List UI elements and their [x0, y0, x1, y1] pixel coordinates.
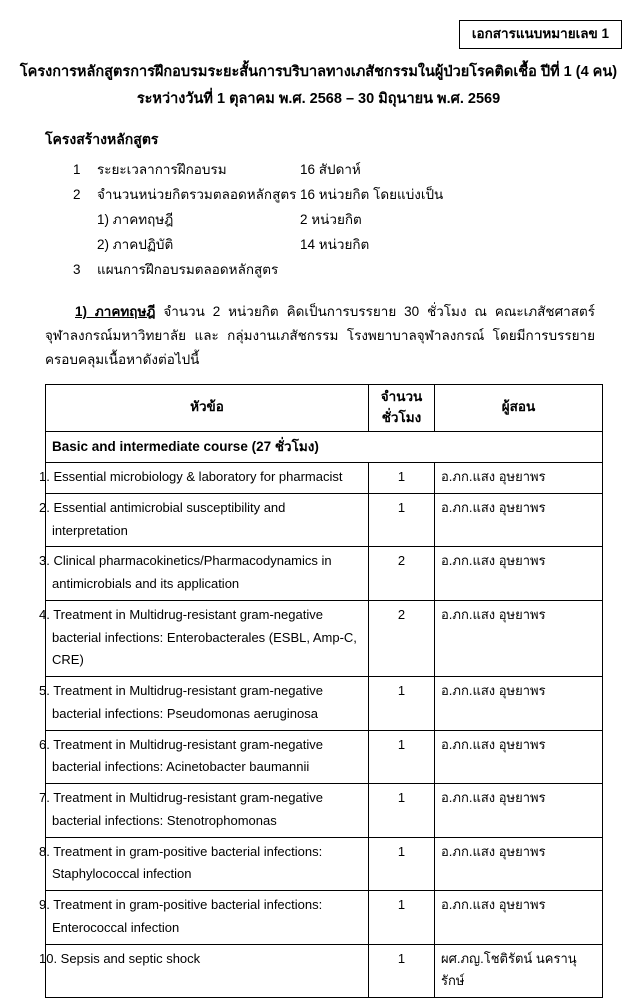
table-row — [46, 730, 603, 784]
item-value — [300, 257, 637, 282]
theory-section-text: จำนวน 2 หน่วยกิต คิดเป็นการบรรยาย 30 ชั่วโมง ณ คณะเภสัชศาสตร์ จุฬาลงกรณ์มหาวิทยาลัย และ กลุ่มงานเภสัชกรรม โรงพยาบาลจุฬาลงกรณ์ โดยมีการบรรยายครอบคลุมเนื้อหาดังต่อไปนี้ — [45, 303, 595, 368]
table-row — [46, 547, 603, 601]
table-body — [39, 431, 603, 998]
item-number: 1 — [73, 161, 81, 177]
section-header-row — [46, 431, 603, 463]
lecture-topics-table — [39, 384, 603, 998]
hours-cell: 2 — [369, 547, 435, 601]
hours-cell: 1 — [369, 891, 435, 945]
topic-cell: 4. Treatment in Multidrug-resistant gram-negative bacterial infections: Enterobacterales (ESBL, Amp-C, CRE) — [46, 600, 369, 676]
instructor-cell: อ.ภก.แสง อุษยาพร — [435, 547, 603, 601]
document-title: โครงการหลักสูตรการฝึกอบรมระยะสั้นการบริบาลทางเภสัชกรรมในผู้ป่วยโรคติดเชื้อ ปีที่ 1 (4 คน) — [19, 64, 618, 81]
topic-cell: 7. Treatment in Multidrug-resistant gram-negative bacterial infections: Stenotrophomonas — [46, 784, 369, 838]
col-header-hours: จำนวน ชั่วโมง — [369, 384, 435, 431]
item-label: 2) ภาคปฏิบัติ — [97, 236, 174, 252]
course-structure-heading: โครงสร้างหลักสูตร — [45, 130, 159, 147]
item-number — [73, 232, 97, 257]
item-label: ระยะเวลาการฝึกอบรม — [97, 161, 227, 177]
hours-cell: 1 — [369, 493, 435, 547]
hours-cell: 1 — [369, 837, 435, 891]
topic-cell: 6. Treatment in Multidrug-resistant gram-negative bacterial infections: Acinetobacter baumannii — [46, 730, 369, 784]
document-date-range: ระหว่างวันที่ 1 ตุลาคม พ.ศ. 2568 – 30 มิถุนายน พ.ศ. 2569 — [136, 91, 501, 108]
topic-cell: 8. Treatment in gram-positive bacterial infections: Staphylococcal infection — [46, 837, 369, 891]
theory-section-label: 1) ภาคทฤษฎี — [75, 303, 156, 319]
topic-cell: 2. Essential antimicrobial susceptibility and interpretation — [46, 493, 369, 547]
item-label: แผนการฝึกอบรมตลอดหลักสูตร — [97, 261, 279, 277]
item-number: 3 — [73, 261, 81, 277]
table-header — [46, 384, 603, 431]
hours-cell: 2 — [369, 600, 435, 676]
topic-cell: 5. Treatment in Multidrug-resistant gram-negative bacterial infections: Pseudomonas aeruginosa — [46, 677, 369, 731]
hours-cell: 1 — [369, 677, 435, 731]
instructor-cell: อ.ภก.แสง อุษยาพร — [435, 493, 603, 547]
instructor-cell: อ.ภก.แสง อุษยาพร — [435, 600, 603, 676]
item-number: 2 — [73, 186, 81, 202]
attachment-number-badge: เอกสารแนบหมายเลข 1 — [459, 20, 622, 49]
instructor-cell: ผศ.ภญ.โชติรัตน์ นครานุรักษ์ — [435, 944, 603, 998]
table-header-row — [46, 384, 603, 431]
instructor-cell: อ.ภก.แสง อุษยาพร — [435, 784, 603, 838]
hours-cell: 1 — [369, 784, 435, 838]
instructor-cell: อ.ภก.แสง อุษยาพร — [435, 837, 603, 891]
table-row — [46, 677, 603, 731]
table-row — [46, 463, 603, 494]
item-label: 1) ภาคทฤษฎี — [97, 211, 174, 227]
theory-section-paragraph — [45, 300, 595, 373]
topic-cell: 1. Essential microbiology & laboratory for pharmacist — [46, 463, 369, 494]
course-structure-list — [73, 157, 637, 282]
topic-cell: 3. Clinical pharmacokinetics/Pharmacodynamics in antimicrobials and its application — [46, 547, 369, 601]
table-row — [46, 944, 603, 998]
table-row — [46, 891, 603, 945]
item-label: จำนวนหน่วยกิตรวมตลอดหลักสูตร — [97, 186, 297, 202]
item-value: 16 หน่วยกิต โดยแบ่งเป็น — [300, 186, 444, 202]
table-row — [46, 493, 603, 547]
col-header-topic: หัวข้อ — [46, 384, 369, 431]
document-title-block — [0, 59, 637, 113]
hours-cell: 1 — [369, 944, 435, 998]
topic-cell: 10. Sepsis and septic shock — [46, 944, 369, 998]
table-row — [46, 784, 603, 838]
item-number — [73, 207, 97, 232]
table-row — [46, 837, 603, 891]
structure-list-item — [73, 182, 637, 207]
table-row — [46, 600, 603, 676]
instructor-cell: อ.ภก.แสง อุษยาพร — [435, 677, 603, 731]
instructor-cell: อ.ภก.แสง อุษยาพร — [435, 463, 603, 494]
section-header-cell: Basic and intermediate course (27 ชั่วโมง) — [46, 431, 603, 463]
item-value: 2 หน่วยกิต — [300, 211, 362, 227]
hours-cell: 1 — [369, 463, 435, 494]
structure-list-item — [73, 207, 637, 232]
instructor-cell: อ.ภก.แสง อุษยาพร — [435, 891, 603, 945]
topic-cell: 9. Treatment in gram-positive bacterial infections: Enterococcal infection — [46, 891, 369, 945]
badge-row — [0, 20, 637, 49]
item-value: 16 สัปดาห์ — [300, 161, 361, 177]
item-value: 14 หน่วยกิต — [300, 236, 370, 252]
instructor-cell: อ.ภก.แสง อุษยาพร — [435, 730, 603, 784]
structure-list-item — [73, 157, 637, 182]
hours-cell: 1 — [369, 730, 435, 784]
structure-list-item — [73, 257, 637, 282]
structure-list-item — [73, 232, 637, 257]
col-header-instructor: ผู้สอน — [435, 384, 603, 431]
